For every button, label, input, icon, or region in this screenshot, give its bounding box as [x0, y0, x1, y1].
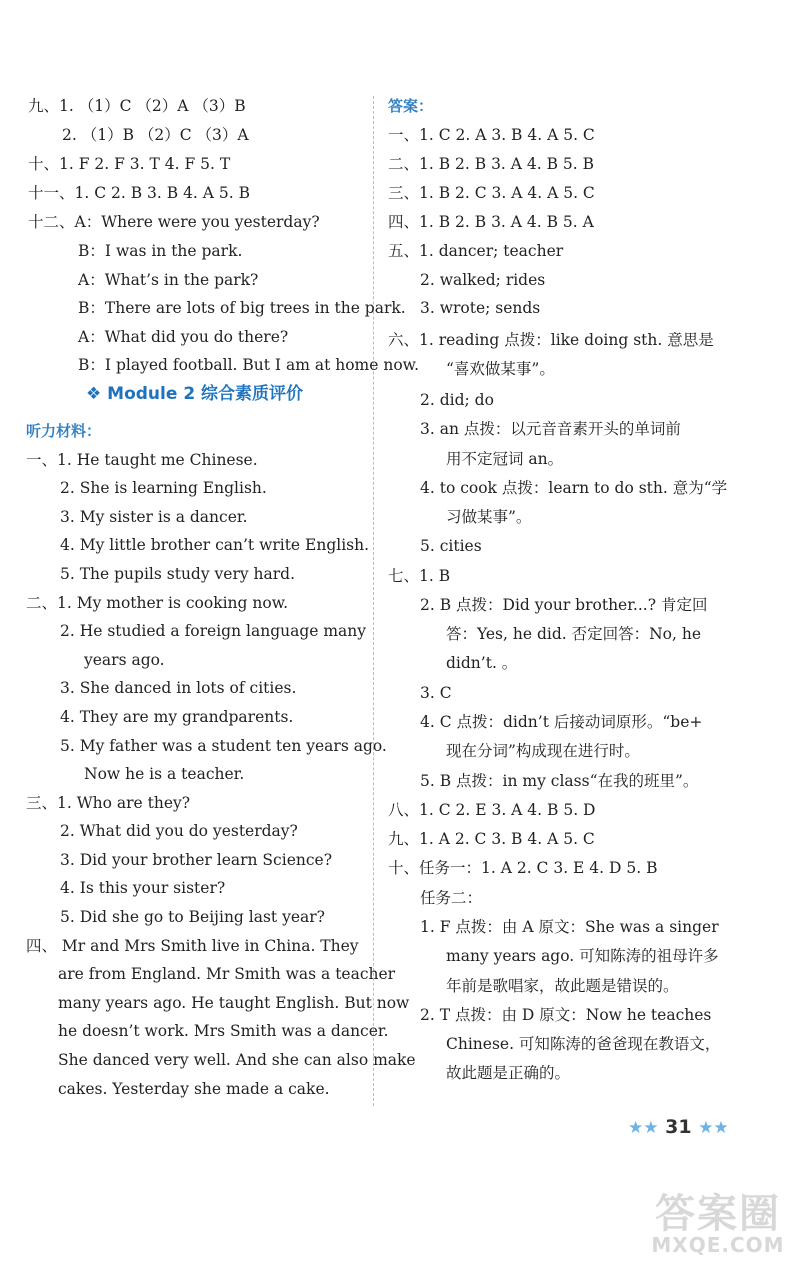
text-line: 现在分词”构成现在进行时。	[446, 742, 640, 760]
text-line: 二、1. My mother is cooking now.	[26, 594, 289, 612]
text-line: 3. C	[420, 684, 452, 702]
text-line: 5. The pupils study very hard.	[60, 565, 296, 583]
watermark	[628, 1182, 808, 1257]
text-line: 5. B 点拨：in my class“在我的班里”。	[420, 772, 699, 790]
text-line: 四、 Mr and Mrs Smith live in China. They	[26, 937, 359, 955]
text-line: 4. Is this your sister?	[60, 879, 226, 897]
text-line: 3. My sister is a dancer.	[60, 508, 248, 526]
module-title-text: Module 2 综合素质评价	[107, 384, 304, 404]
star-icon: ★★	[698, 1118, 729, 1138]
text-line: 三、1. B 2. C 3. A 4. A 5. C	[388, 184, 595, 202]
text-line: Now he is a teacher.	[84, 765, 245, 783]
text-line: 5. Did she go to Beijing last year?	[60, 908, 325, 926]
text-line: 用不定冠词 an。	[446, 450, 564, 468]
text-line: 2. She is learning English.	[60, 479, 267, 497]
watermark-url: MXQE.COM	[651, 1233, 785, 1257]
text-line: 十一、1. C 2. B 3. B 4. A 5. B	[28, 184, 251, 202]
answers-header: 答案：	[388, 97, 434, 115]
text-line: 习做某事”。	[446, 508, 532, 526]
text-line: 5. cities	[420, 537, 482, 555]
text-line: 4. to cook 点拨：learn to do sth. 意为“学	[420, 479, 728, 497]
watermark-logo-text: 答案圈	[655, 1191, 781, 1237]
text-line: 六、1. reading 点拨：like doing sth. 意思是	[388, 331, 714, 349]
text-line: 一、1. He taught me Chinese.	[26, 451, 258, 469]
text-line: are from England. Mr Smith was a teacher	[58, 965, 396, 983]
text-line: 2. What did you do yesterday?	[60, 822, 298, 840]
text-line: “喜欢做某事”。	[446, 360, 555, 378]
page-number	[628, 1116, 729, 1138]
text-line: B：I played football. But I am at home now.	[78, 356, 420, 374]
column-divider	[373, 96, 374, 1106]
text-line: 故此题是正确的。	[446, 1064, 571, 1082]
text-line: many years ago. He taught English. But now	[58, 994, 410, 1012]
text-line: 年前是歌唱家，故此题是错误的。	[446, 977, 679, 995]
text-line: 九、1. A 2. C 3. B 4. A 5. C	[388, 830, 595, 848]
text-line: 2. He studied a foreign language many	[60, 622, 367, 640]
text-line: 5. My father was a student ten years ago.	[60, 737, 387, 755]
module-title	[86, 384, 303, 404]
text-line: 八、1. C 2. E 3. A 4. B 5. D	[388, 801, 596, 819]
text-line: 2. B 点拨：Did your brother...? 肯定回	[420, 596, 708, 614]
text-line: A：What did you do there?	[78, 328, 289, 346]
text-line: years ago.	[84, 651, 165, 669]
text-line: 3. wrote; sends	[420, 299, 541, 317]
text-line: 十、1. F 2. F 3. T 4. F 5. T	[28, 155, 231, 173]
text-line: 2. （1）B （2）C （3）A	[62, 126, 249, 144]
text-line: 3. an 点拨：以元音音素开头的单词前	[420, 420, 681, 438]
text-line: 1. F 点拨：由 A 原文：She was a singer	[420, 918, 719, 936]
text-line: cakes. Yesterday she made a cake.	[58, 1080, 330, 1098]
text-line: 4. My little brother can’t write English.	[60, 536, 370, 554]
text-line: 五、1. dancer; teacher	[388, 242, 564, 260]
star-icon: ★★	[628, 1118, 659, 1138]
text-line: 一、1. C 2. A 3. B 4. A 5. C	[388, 126, 595, 144]
text-line: 七、1. B	[388, 567, 451, 585]
text-line: B：There are lots of big trees in the park.	[78, 299, 406, 317]
text-line: 3. Did your brother learn Science?	[60, 851, 333, 869]
paw-icon: ❖	[86, 384, 102, 404]
page-number-text: 31	[665, 1116, 692, 1138]
text-line: 二、1. B 2. B 3. A 4. B 5. B	[388, 155, 595, 173]
text-line: didn’t. 。	[446, 654, 518, 672]
text-line: 三、1. Who are they?	[26, 794, 191, 812]
text-line: 4. C 点拨：didn’t 后接动词原形。“be+	[420, 713, 703, 731]
text-line: 4. They are my grandparents.	[60, 708, 294, 726]
text-line: many years ago. 可知陈涛的祖母许多	[446, 947, 719, 965]
listening-header: 听力材料：	[26, 422, 102, 440]
text-line: A：What’s in the park?	[78, 271, 259, 289]
text-line: Chinese. 可知陈涛的爸爸现在教语文，	[446, 1035, 721, 1053]
text-line: 十、任务一：1. A 2. C 3. E 4. D 5. B	[388, 859, 658, 877]
text-line: he doesn’t work. Mrs Smith was a dancer.	[58, 1022, 389, 1040]
text-line: B：I was in the park.	[78, 242, 243, 260]
text-line: She danced very well. And she can also make	[58, 1051, 416, 1069]
text-line: 九、1. （1）C （2）A （3）B	[28, 97, 246, 115]
text-line: 十二、A：Where were you yesterday?	[28, 213, 320, 231]
text-line: 3. She danced in lots of cities.	[60, 679, 297, 697]
text-line: 2. walked; rides	[420, 271, 546, 289]
text-line: 2. T 点拨：由 D 原文：Now he teaches	[420, 1006, 712, 1024]
text-line: 答：Yes, he did. 否定回答：No, he	[446, 625, 702, 643]
text-line: 任务二：	[420, 889, 483, 907]
text-line: 四、1. B 2. B 3. A 4. B 5. A	[388, 213, 594, 231]
text-line: 2. did; do	[420, 391, 494, 409]
